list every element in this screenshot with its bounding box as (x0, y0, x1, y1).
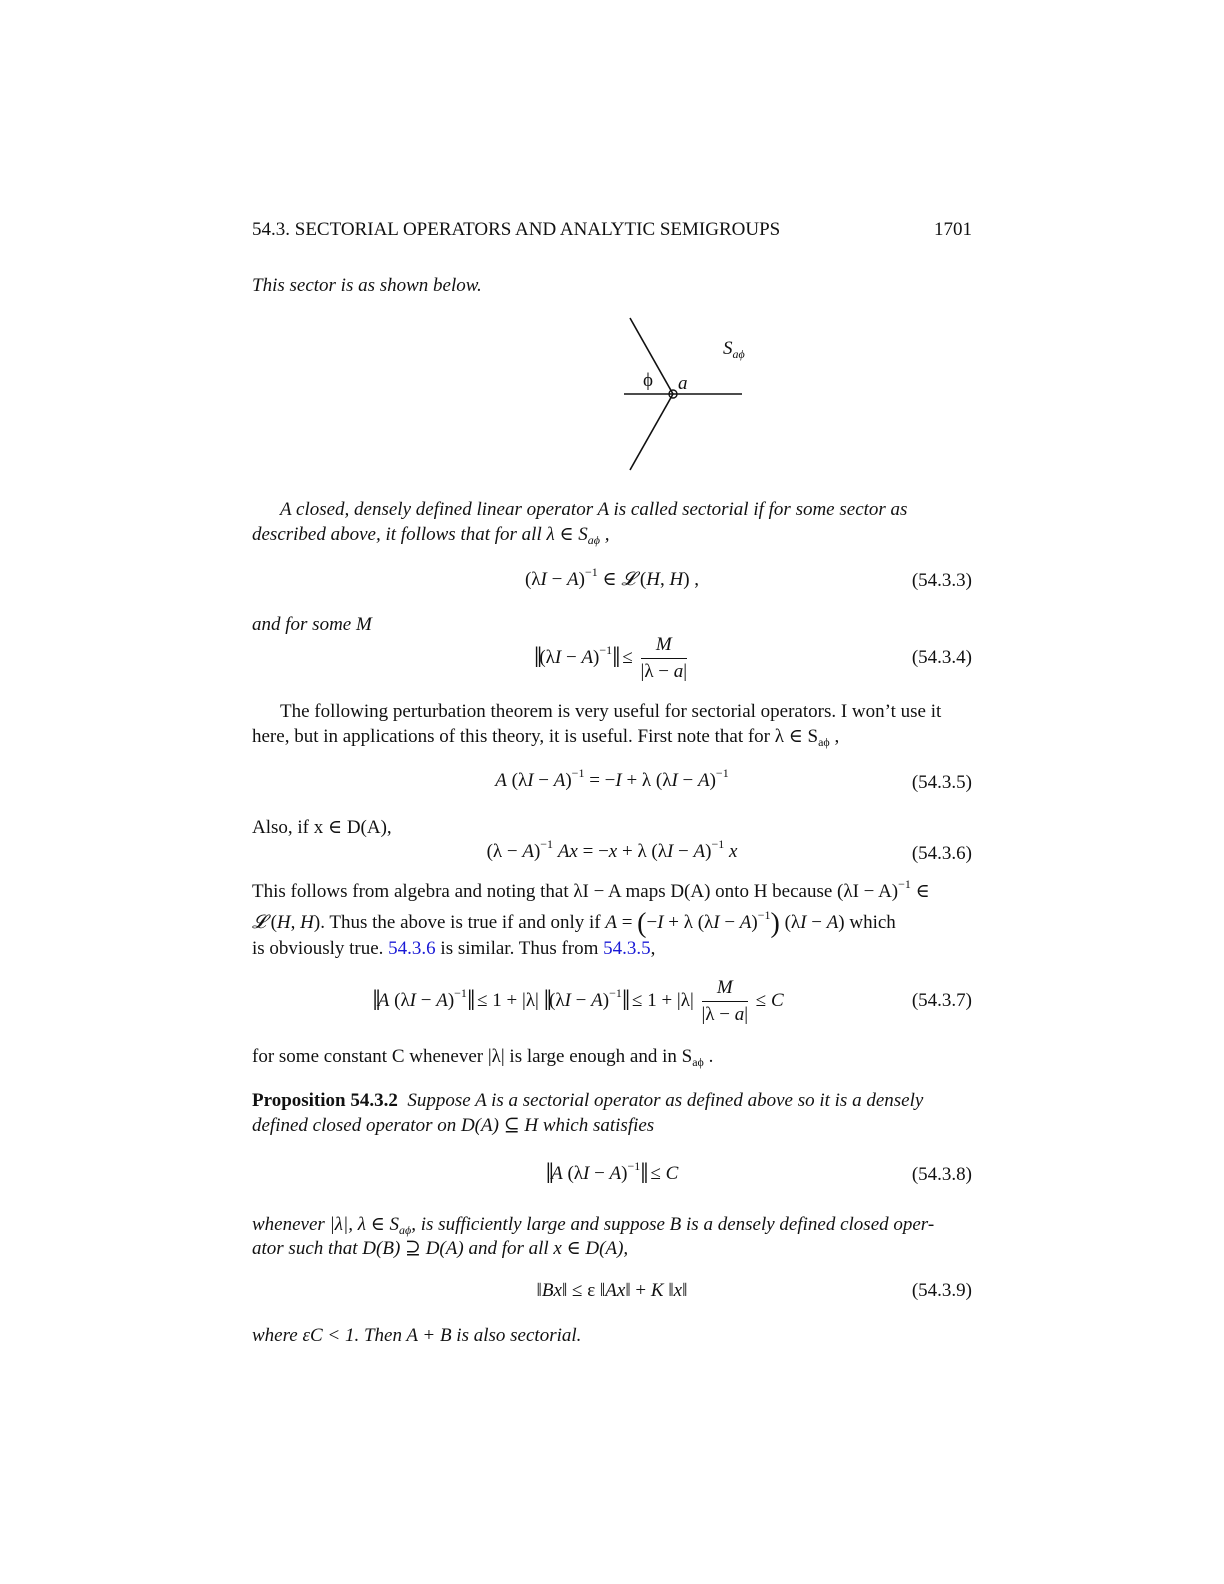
perturbation-line-2: here, but in applications of this theory, it is useful. First note that for λ ∈ $S_{a\phi}$ , (252, 726, 840, 749)
equation-number: (54.3.8) (911, 1164, 972, 1185)
proposition-label: Proposition 54.3.2 (252, 1090, 398, 1111)
page-number: 1701 (934, 219, 972, 240)
angle-label: ϕ (643, 370, 654, 391)
section-title: 54.3. SECTORIAL OPERATORS AND ANALYTIC SEMIGROUPS (252, 219, 781, 240)
equation-54-3-7: ‖A $(\lambda I - A)^{-1}‖ \le 1 + |\lambda|$ ‖(λI − A)$^{-1}$‖ ≤ 1 + |λ| $\frac{M}{|\lambda - a|}$ ≤ C (372, 977, 784, 1025)
running-header (252, 219, 972, 241)
sector-label: $S_{a\phi}$ (723, 338, 745, 361)
equation-number: (54.3.6) (911, 843, 972, 864)
equation-54-3-3: $(\lambda I - A)^{-1}$ ∈ 𝓛 (H, H) , (524, 565, 700, 590)
sector-lower-ray (630, 394, 673, 470)
equation-number: (54.3.3) (911, 570, 972, 591)
equation-54-3-5: A $(\lambda I - A)^{-1} = -I + \lambda$ $(\lambda I - A)^{-1}$ (495, 766, 729, 791)
proposition-line-2: defined closed operator on D(A) ⊆ H which satisfies (252, 1115, 655, 1136)
constant-c-text: for some constant C whenever |λ| is large enough and in $S_{a\phi}$ . (252, 1046, 714, 1069)
also-if-text: Also, if x ∈ D(A), (252, 817, 392, 838)
perturbation-line-1: The following perturbation theorem is very useful for sectorial operators. I won’t use it (280, 701, 942, 722)
follows-line-1: This follows from algebra and noting that λI − A maps D(A) onto H because $(\lambda I - A)^{-1}$ ∈ (252, 877, 930, 902)
equation-number: (54.3.5) (911, 772, 972, 793)
equation-number: (54.3.4) (911, 647, 972, 668)
follows-line-2: 𝓛 (H, H). Thus the above is true if and only if A = (−I + λ $(\lambda I - A)^{-1}$) (λI − A) which (252, 908, 896, 939)
equation-number: (54.3.9) (911, 1280, 972, 1301)
equation-54-3-8: ‖A $(\lambda I - A)^{-1}‖ \le C$ (545, 1157, 679, 1190)
equation-link-54-3-5[interactable]: 54.3.5 (603, 938, 651, 959)
proposition-line-1: Proposition 54.3.2 Suppose A is a sectorial operator as defined above so it is a densely (252, 1090, 924, 1111)
definition-line-1: A closed, densely defined linear operator A is called sectorial if for some sector as (280, 499, 908, 520)
follows-line-3: is obviously true. 54.3.6 is similar. Thus from 54.3.5, (252, 938, 656, 959)
whenever-line-1: whenever |λ|, λ ∈ $S_{a\phi}$, is sufficiently large and suppose B is a densely defined closed oper- (252, 1214, 935, 1237)
equation-54-3-4: ‖(λI − A)$^{-1}$‖ ≤ $\frac{M}{|\lambda - a|}$ (533, 634, 688, 682)
equation-link-54-3-6[interactable]: 54.3.6 (388, 938, 436, 959)
vertex-label: a (678, 373, 688, 394)
equation-54-3-6: $(\lambda - A)^{-1}$ Ax = −x + λ $(\lambda I - A)^{-1}$ x (486, 837, 738, 862)
proposition-conclusion: where εC < 1. Then A + B is also sectorial. (252, 1325, 582, 1346)
equation-number: (54.3.7) (911, 990, 972, 1011)
sector-figure (612, 310, 752, 480)
intro-text: This sector is as shown below. (252, 275, 482, 296)
page (252, 0, 972, 1584)
and-for-some-m: and for some M (252, 614, 372, 635)
definition-line-2: described above, it follows that for all λ ∈ $S_{a\phi}$ , (252, 524, 610, 547)
whenever-line-2: ator such that D(B) ⊇ D(A) and for all x ∈ D(A), (252, 1238, 629, 1259)
equation-54-3-9: ‖Bx‖ ≤ ε ‖Ax‖ + K ‖x‖ (536, 1280, 688, 1301)
